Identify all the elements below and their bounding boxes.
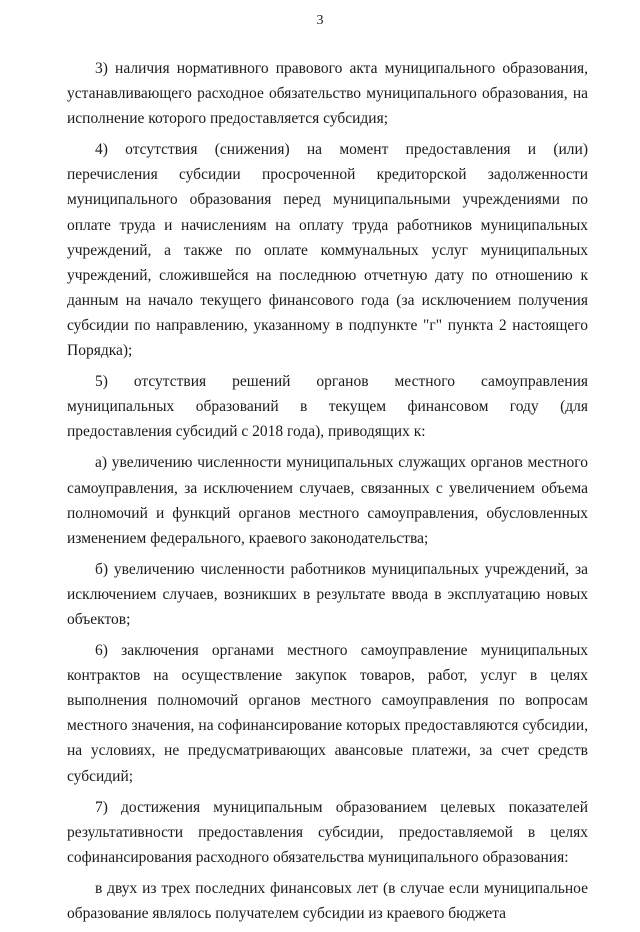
paragraph-continuation: в двух из трех последних финансовых лет (в случае если муниципальное образование являлось получателем субсидии из краевого бюджета bbox=[67, 879, 588, 922]
paragraph-item-4: 4) отсутствия (снижения) на момент предоставления и (или) перечисления субсидии просроченной кредиторской задолженности муниципального образования перед муниципальными учреждениями по оплате труда и начислениям на оплату труда работников муниципальных учреждений, а также по оплате коммунальных услуг муниципальных учреждений, сложившейся на последнюю отчетную дату по отношению к данным на начало текущего финансового года (за исключением получения субсидии по направлению, указанному в подпункте "г" пункта 2 настоящего Порядка); bbox=[67, 141, 588, 360]
paragraph-subitem-a: а) увеличению численности муниципальных служащих органов местного самоуправления, за исключением случаев, связанных с увеличением объема полномочий и функций органов местного самоуправления, обусловленных изменением федерального, краевого законодательства; bbox=[67, 454, 588, 547]
paragraph-item-7: 7) достижения муниципальным образованием целевых показателей результативности предоставления субсидии, предоставляемой в целях софинансирования расходного обязательства муниципального образования: bbox=[67, 798, 588, 866]
document-body bbox=[67, 56, 588, 932]
paragraph-subitem-b: б) увеличению численности работников муниципальных учреждений, за исключением случаев, возникших в результате ввода в эксплуатацию новых объектов; bbox=[67, 560, 588, 628]
page-number: 3 bbox=[316, 13, 324, 28]
paragraph-item-5: 5) отсутствия решений органов местного самоуправления муниципальных образований в текущем финансовом году (для предоставления субсидий с 2018 года), приводящих к: bbox=[67, 373, 588, 441]
paragraph-item-3: 3) наличия нормативного правового акта муниципального образования, устанавливающего расходное обязательство муниципального образования, на исполнение которого предоставляется субсидия; bbox=[67, 60, 588, 128]
paragraph-item-6: 6) заключения органами местного самоуправление муниципальных контрактов на осуществление закупок товаров, работ, услуг в целях выполнения полномочий органов местного самоуправления по вопросам местного значения, на софинансирование которых предоставляются субсидии, на условиях, не предусматривающих авансовые платежи, за счет средств субсидий; bbox=[67, 642, 588, 785]
